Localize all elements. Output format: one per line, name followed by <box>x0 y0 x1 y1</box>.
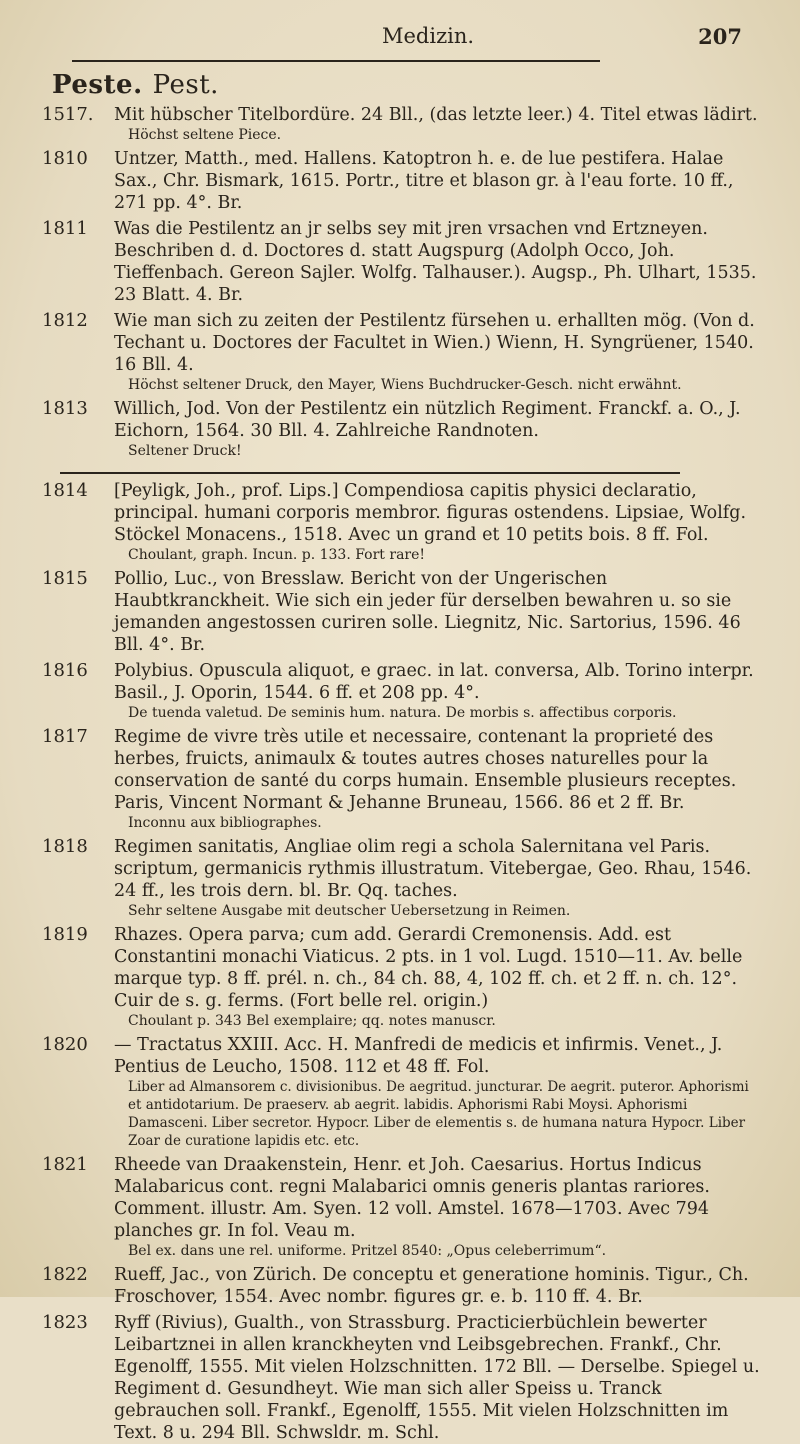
entry-text: Rueff, Jac., von Zürich. De conceptu et generatione hominis. Tigur., Ch. Froschover, 1554. Avec nombr. figures gr. e. b. 110 ff. 4. Br. <box>114 1265 749 1307</box>
entry-number: 1816 <box>42 660 88 681</box>
entry-text: Untzer, Matth., med. Hallens. Katoptron h. e. de lue pestifera. Halae Sax., Chr. Bismark, 1615. Portr., titre et blason gr. à l'eau forte. 10 ff., 271 pp. 4°. Br. <box>114 149 734 213</box>
entry-note: Inconnu aux bibliographes. <box>128 815 322 831</box>
catalogue-entry <box>42 726 760 832</box>
entry-number: 1814 <box>42 480 88 501</box>
entry-note: Bel ex. dans une rel. uniforme. Pritzel 8540: „Opus celeberrimum“. <box>128 1243 607 1259</box>
catalogue-entry <box>42 218 760 306</box>
entry-number: 1822 <box>42 1264 88 1285</box>
entry-number: 1812 <box>42 310 88 331</box>
catalogue-entry <box>42 1264 760 1308</box>
entry-number: 1819 <box>42 924 88 945</box>
entry-number: 1517. <box>42 104 94 125</box>
section-title-german: Pest. <box>152 70 219 100</box>
entry-note: Seltener Druck! <box>128 443 242 459</box>
entry-text: Rhazes. Opera parva; cum add. Gerardi Cremonensis. Add. est Constantini monachi Viaticus. 2 pts. in 1 vol. Lugd. 1510—11. Av. belle marque typ. 8 ff. prél. n. ch., 84 ch. 88, 4, 102 ff. ch. et 2 ff. n. ch. 12°. Cuir de s. g. ferms. (Fort belle rel. origin.) <box>114 925 743 1011</box>
header-rule <box>72 60 600 62</box>
entry-note: Choulant, graph. Incun. p. 133. Fort rare! <box>128 547 426 563</box>
section-title-french: Peste. <box>52 70 143 100</box>
page-number: 207 <box>698 24 742 49</box>
entry-number: 1815 <box>42 568 88 589</box>
entry-text: Regime de vivre très utile et necessaire, contenant la proprieté des herbes, fruicts, animaulx & toutes autres choses naturelles pour la conservation de santé du corps humain. Ensemble plusieurs receptes. Paris, Vincent Normant & Jehanne Bruneau, 1566. 86 et 2 ff. Br. <box>114 727 737 813</box>
catalogue-entry <box>42 480 760 564</box>
section-title <box>52 70 760 100</box>
entry-text: Polybius. Opuscula aliquot, e graec. in lat. conversa, Alb. Torino interpr. Basil., J. Oporin, 1544. 6 ff. et 208 pp. 4°. <box>114 661 754 703</box>
entry-number: 1820 <box>42 1034 88 1055</box>
catalogue-entry <box>42 660 760 722</box>
catalogue-entry <box>42 310 760 394</box>
catalogue-entry <box>42 398 760 460</box>
catalogue-entry <box>42 148 760 214</box>
entry-number: 1823 <box>42 1312 88 1333</box>
entry-note: Höchst seltene Piece. <box>128 127 282 143</box>
entry-number: 1811 <box>42 218 88 239</box>
entry-text: Regimen sanitatis, Angliae olim regi a schola Salernitana vel Paris. scriptum, germanicis rythmis illustratum. Vitebergae, Geo. Rhau, 1546. 24 ff., les trois dern. bl. Br. Qq. taches. <box>114 837 752 901</box>
entry-text: [Peyligk, Joh., prof. Lips.] Compendiosa capitis physici declaratio, principal. humani corporis membror. figuras ostendens. Lipsiae, Wolfg. Stöckel Monacens., 1518. Avec un grand et 10 petits bois. 8 ff. Fol. <box>114 481 747 545</box>
entry-text: Was die Pestilentz an jr selbs sey mit jren vrsachen vnd Ertzneyen. Beschriben d. d. Doctores d. statt Augspurg (Adolph Occo, Joh. Tieffenbach. Gereon Sajler. Wolfg. Talhauser.). Augsp., Ph. Ulhart, 1535. 23 Blatt. 4. Br. <box>114 219 757 305</box>
entry-note: Liber ad Almansorem c. divisionibus. De aegritud. juncturar. De aegrit. puteror. Aphorismi et antidotarium. De praeserv. ab aegrit. labidis. Aphorismi Rabi Moysi. Aphorismi Damasceni. Liber secretor. Hypocr. Liber de elementis s. de humana natura Hypocr. Liber Zoar de curatione lapidis etc. etc. <box>128 1079 749 1149</box>
entry-note: Choulant p. 343 Bel exemplaire; qq. notes manuscr. <box>128 1013 496 1029</box>
running-head: Medizin. <box>382 24 475 48</box>
entry-note: Sehr seltene Ausgabe mit deutscher Uebersetzung in Reimen. <box>128 903 571 919</box>
catalogue-entry <box>42 924 760 1030</box>
entry-number: 1810 <box>42 148 88 169</box>
catalogue-entry <box>42 104 760 144</box>
entry-text: Wie man sich zu zeiten der Pestilentz fürsehen u. erhallten mög. (Von d. Techant u. Doctores der Facultet in Wien.) Wienn, H. Syngrüener, 1540. 16 Bll. 4. <box>114 311 755 375</box>
entry-note: De tuenda valetud. De seminis hum. natura. De morbis s. affectibus corporis. <box>128 705 677 721</box>
catalogue-entry <box>42 1034 760 1150</box>
entry-text: Pollio, Luc., von Bresslaw. Bericht von der Ungerischen Haubtkranckheit. Wie sich ein jeder für derselben bewahren u. so sie jemanden angestossen curiren solle. Liegnitz, Nic. Sartorius, 1596. 46 Bll. 4°. Br. <box>114 569 741 655</box>
entry-text: Rheede van Draakenstein, Henr. et Joh. Caesarius. Hortus Indicus Malabaricus cont. regni Malabarici omnis generis plantas rariores. Comment. illustr. Am. Syen. 12 voll. Amstel. 1678—1703. Avec 794 planches gr. In fol. Veau m. <box>114 1155 710 1241</box>
entry-number: 1817 <box>42 726 88 747</box>
entry-number: 1821 <box>42 1154 88 1175</box>
entry-text: Ryff (Rivius), Gualth., von Strassburg. Practicierbüchlein bewerter Leibartznei in allen kranckheyten vnd Leibsgebrechen. Frankf., Chr. Egenolff, 1555. Mit vielen Holzschnitten. 172 Bll. — Derselbe. Spiegel u. Regiment d. Gesundheyt. Wie man sich aller Speiss u. Tranck gebrauchen soll. Frankf., Egenolff, 1555. Mit vielen Holzschnitten im Text. 8 u. 294 Bll. Schwsldr. m. Schl. <box>114 1313 760 1443</box>
catalogue-entry <box>42 1312 760 1444</box>
entry-text: — Tractatus XXIII. Acc. H. Manfredi de medicis et infirmis. Venet., J. Pentius de Leucho, 1508. 112 et 48 ff. Fol. <box>114 1035 723 1077</box>
catalogue-entry <box>42 568 760 656</box>
catalogue-entry <box>42 1154 760 1260</box>
entry-text: Willich, Jod. Von der Pestilentz ein nützlich Regiment. Franckf. a. O., J. Eichorn, 1564. 30 Bll. 4. Zahlreiche Randnoten. <box>114 399 741 441</box>
entry-number: 1818 <box>42 836 88 857</box>
entry-text: Mit hübscher Titelbordüre. 24 Bll., (das letzte leer.) 4. Titel etwas lädirt. <box>114 105 758 125</box>
entries-group-2 <box>42 480 760 1444</box>
entry-note: Höchst seltener Druck, den Mayer, Wiens Buchdrucker-Gesch. nicht erwähnt. <box>128 377 682 393</box>
entry-number: 1813 <box>42 398 88 419</box>
page-header <box>42 18 760 70</box>
entries-group-1 <box>42 104 760 460</box>
section-divider <box>60 472 680 474</box>
catalogue-entry <box>42 836 760 920</box>
